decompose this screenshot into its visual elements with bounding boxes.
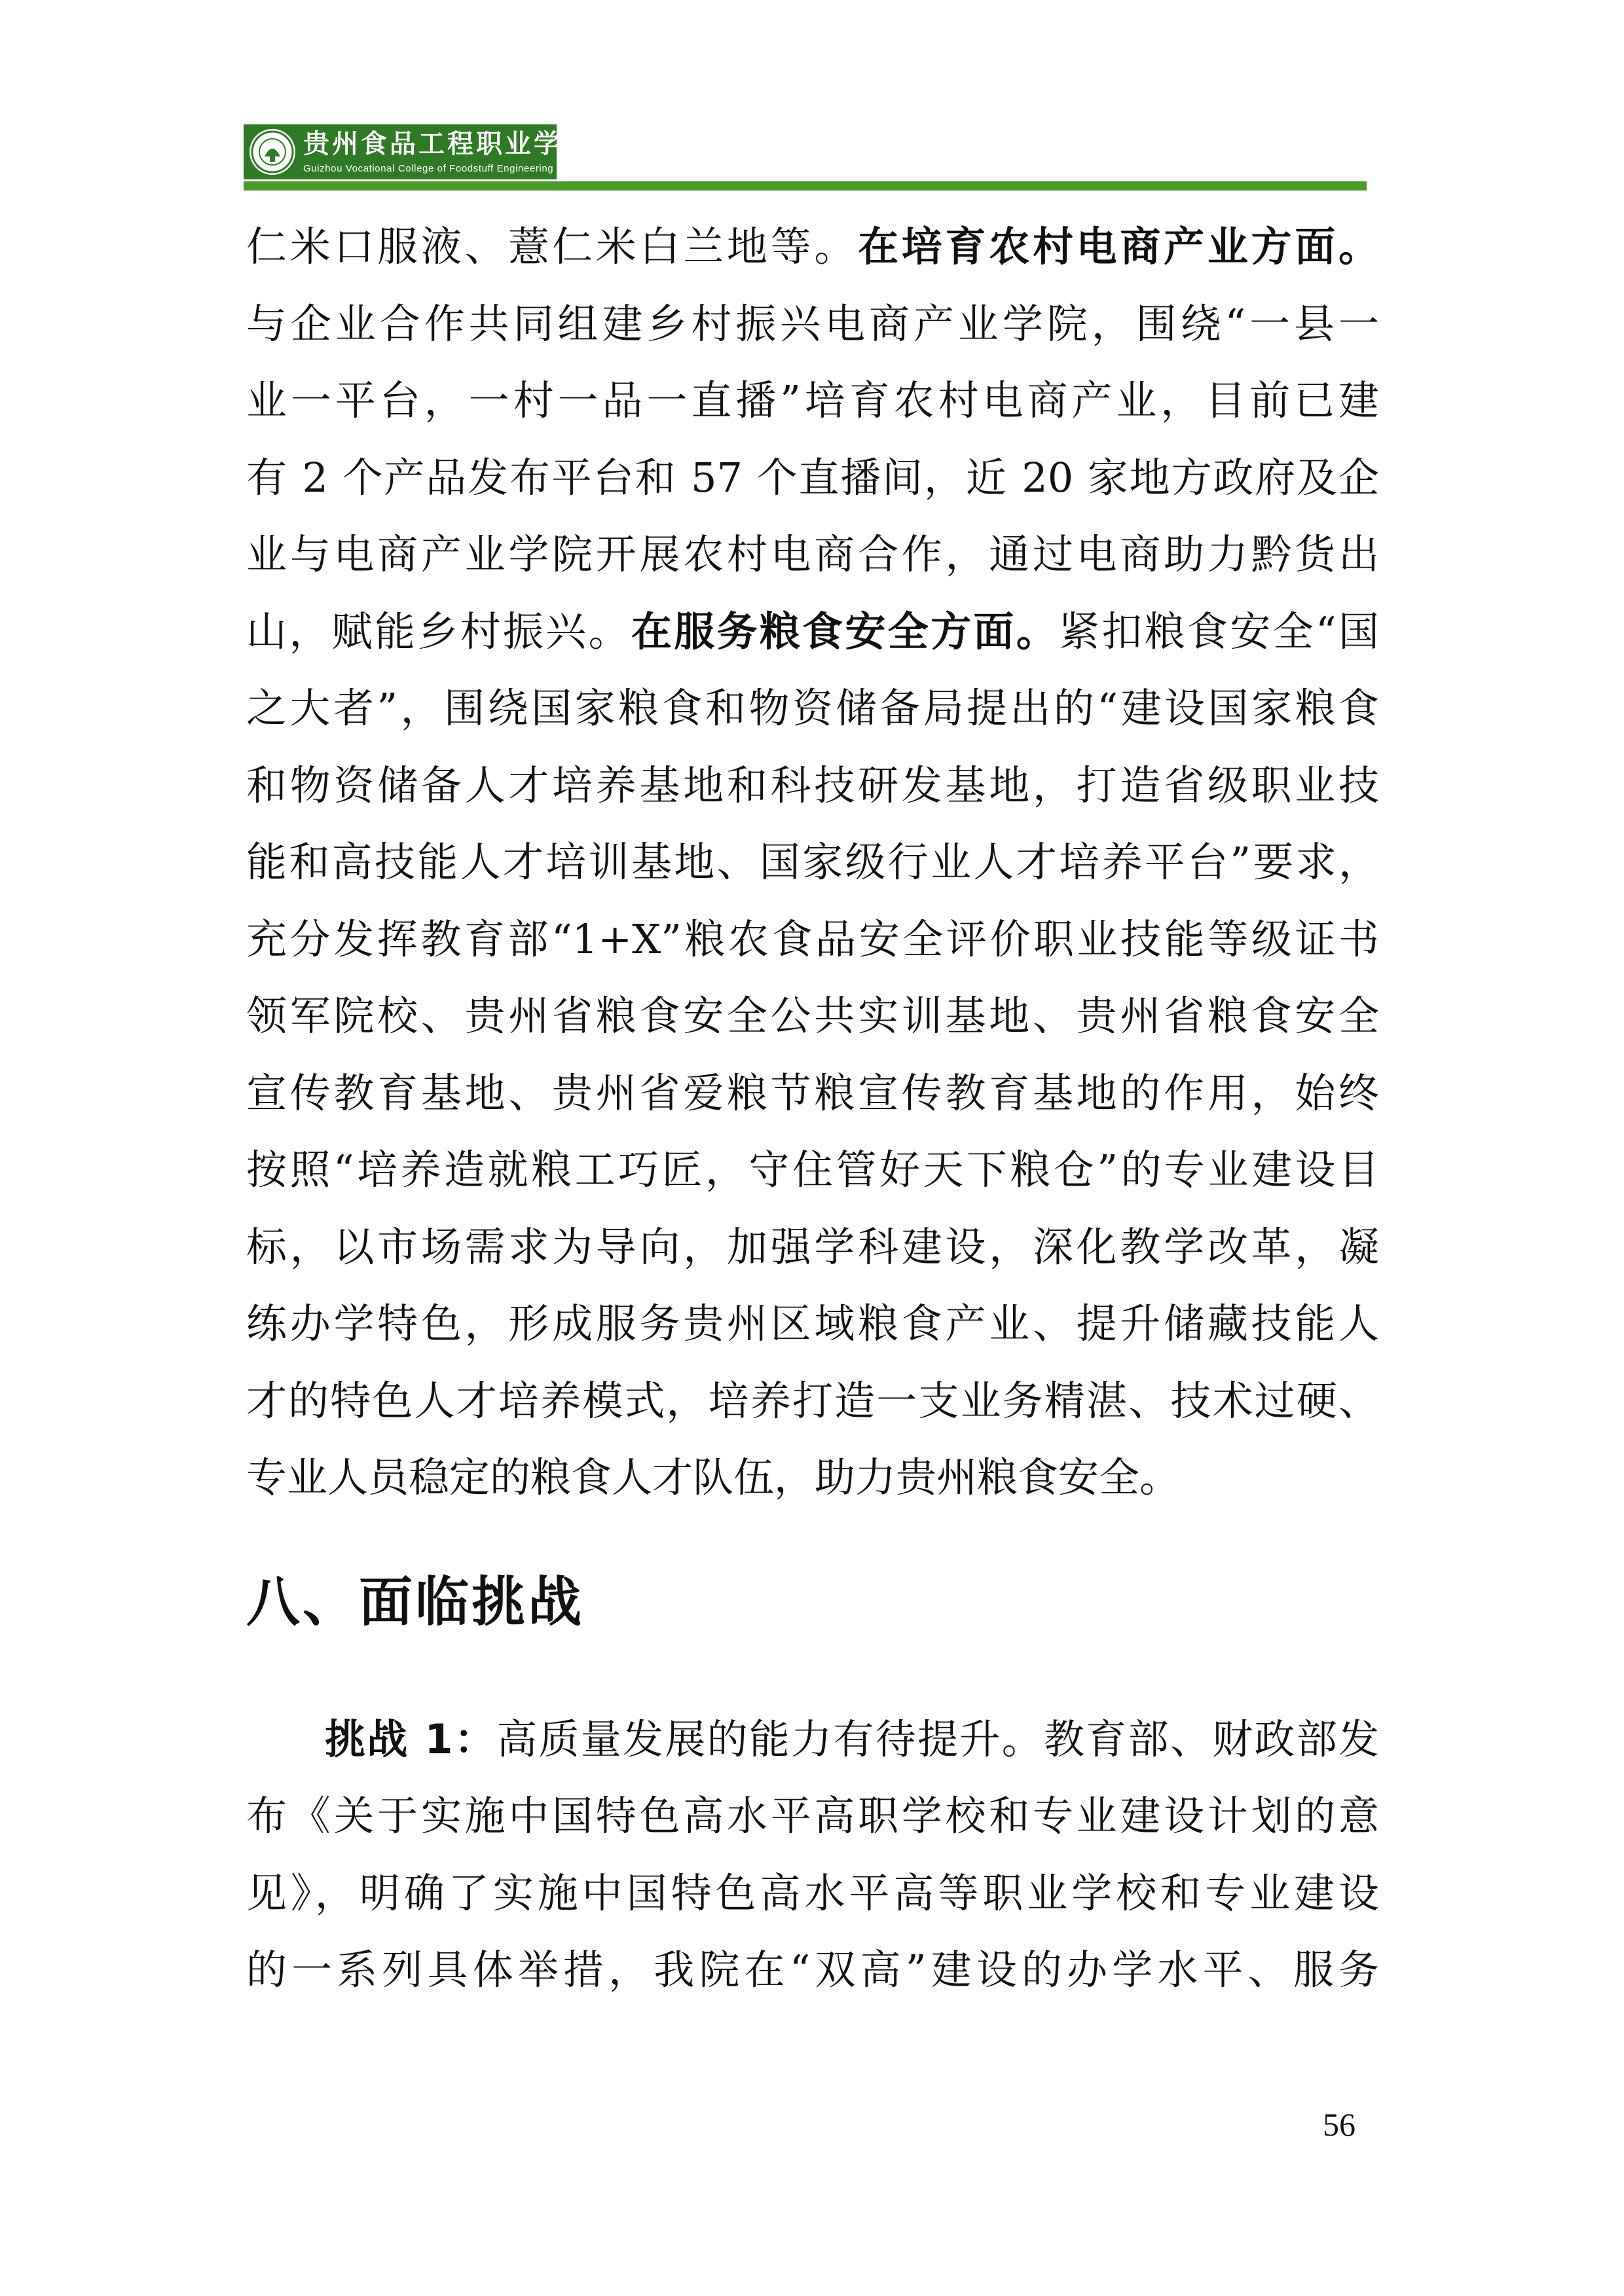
text-line: 业一平台，一村一品一直播”培育农村电商产业，目前已建 bbox=[246, 376, 1379, 424]
text-line: 领军院校、贵州省粮食安全公共实训基地、贵州省粮食安全 bbox=[246, 992, 1379, 1040]
college-name-en: Guizhou Vocational College of Foodstuff Engineering bbox=[303, 163, 554, 174]
page-number: 56 bbox=[1323, 2106, 1356, 2143]
text-line: 标，以市场需求为导向，加强学科建设，深化教学改革，凝 bbox=[246, 1222, 1379, 1271]
text-line: 仁米口服液、薏仁米白兰地等。在培育农村电商产业方面。 bbox=[246, 223, 1379, 270]
college-name-cn: 贵州食品工程职业学院 bbox=[303, 128, 591, 159]
text-line: 和物资储备人才培养基地和科技研发基地，打造省级职业技 bbox=[246, 761, 1379, 809]
text-line: 之大者”，围绕国家粮食和物资储备局提出的“建设国家粮食 bbox=[246, 684, 1379, 732]
text-line: 的一系列具体举措，我院在“双高”建设的办学水平、服务 bbox=[246, 1946, 1379, 1994]
text-line: 宣传教育基地、贵州省爱粮节粮宣传教育基地的作用，始终 bbox=[246, 1068, 1379, 1117]
text-line: 练办学特色，形成服务贵州区域粮食产业、提升储藏技能人 bbox=[246, 1300, 1379, 1347]
page-header bbox=[244, 124, 1367, 193]
paragraph-rural-ecommerce-grain-security bbox=[246, 208, 1379, 1516]
college-seal-icon bbox=[248, 128, 297, 176]
text-line: 专业人员稳定的粮食人才队伍，助力贵州粮食安全。 bbox=[246, 1453, 1181, 1501]
text-line: 能和高技能人才培训基地、国家级行业人才培养平台”要求， bbox=[246, 838, 1379, 886]
text-line: 才的特色人才培养模式，培养打造一支业务精湛、技术过硬、 bbox=[246, 1376, 1379, 1425]
text-line: 与企业合作共同组建乡村振兴电商产业学院，围绕“一县一 bbox=[246, 299, 1379, 348]
document-body bbox=[246, 208, 1379, 2009]
text-line: 充分发挥教育部“1+X”粮农食品安全评价职业技能等级证书 bbox=[246, 915, 1379, 963]
text-line: 山，赋能乡村振兴。在服务粮食安全方面。紧扣粮食安全“国 bbox=[246, 607, 1379, 655]
text-line: 挑战 1：高质量发展的能力有待提升。教育部、财政部发 bbox=[325, 1715, 1379, 1763]
header-divider bbox=[244, 181, 1367, 191]
college-logo bbox=[244, 124, 591, 179]
text-line: 按照“培养造就粮工巧匠，守住管好天下粮仓”的专业建设目 bbox=[246, 1146, 1379, 1194]
text-line: 有 2 个产品发布平台和 57 个直播间，近 20 家地方政府及企 bbox=[246, 453, 1379, 501]
text-line: 业与电商产业学院开展农村电商合作，通过电商助力黔货出 bbox=[246, 530, 1379, 578]
text-line: 布《关于实施中国特色高水平高职学校和专业建设计划的意 bbox=[246, 1792, 1379, 1840]
section-heading: 八、面临挑战 bbox=[246, 1571, 585, 1633]
text-line: 见》，明确了实施中国特色高水平高等职业学校和专业建设 bbox=[246, 1868, 1379, 1917]
paragraph-challenge-1 bbox=[246, 1701, 1379, 2009]
